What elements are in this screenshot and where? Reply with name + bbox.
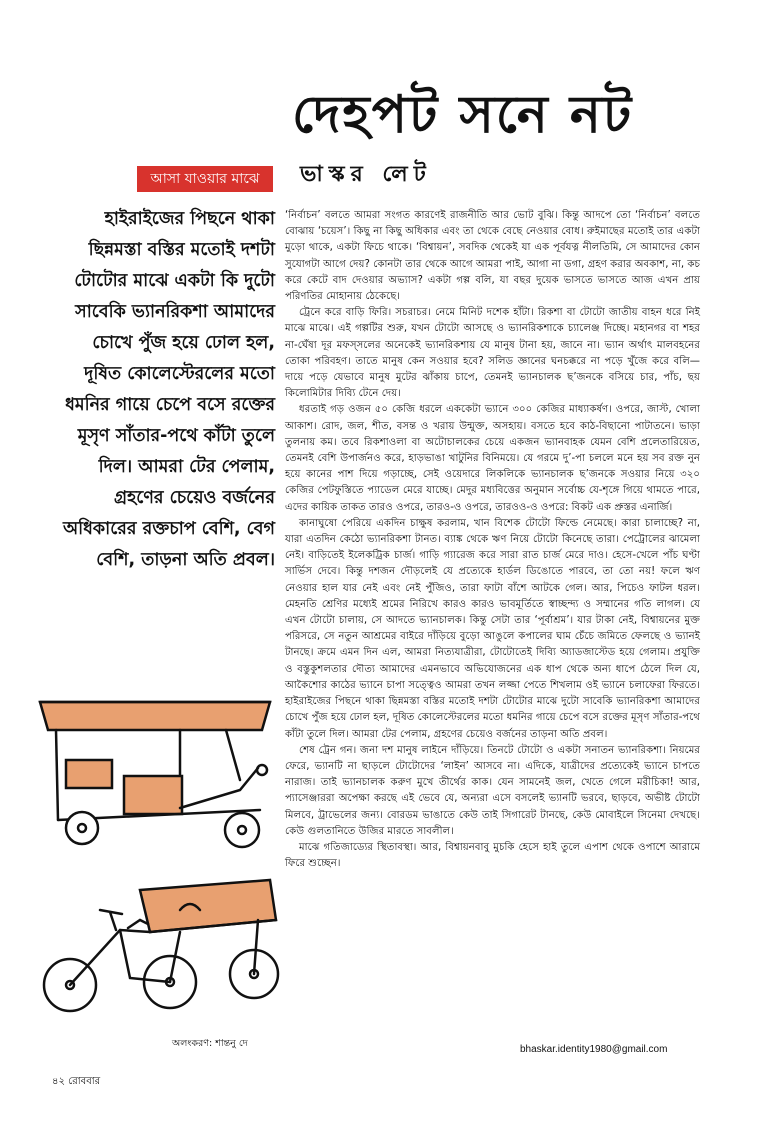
paragraph: ‘নির্বাচন’ বলতে আমরা সংগত কারণেই রাজনীতি আর ভোট বুঝি। কিন্তু আদপে তো ‘নির্বাচন’ বলতে বোঝায় ‘চয়েস’। কিছু না কিছু অধিকার এবং তা থেকে বেছে নেওয়ার বোধ। রুইমাছের মতোই তার একটা মুড়ো থাকে, একটা ফিচে থাকে। ‘বিশ্বায়ন’, সবদিক থেকেই যা এক পূর্বযত্ন নীলতিমি, সে আমাদের কোন সুযোগটা আগে দেয়? কোনটা তার থেকে আগে আমরা পাই, আগা না ডগা, গ্রহণ করার অবকাশ, না, কচ করে কেটে বাদ দেওয়ার অভ্যাস? একটা গল্প বলি, যা বছর দুয়েক ভাসতে ভাসতে আজ এখন প্রায় পরিণতির মোহানায় ঠেকেছে।	[285, 210, 700, 303]
article-body	[285, 208, 700, 872]
illustration-credit: অলংকরণ: শান্তনু দে	[172, 1038, 248, 1049]
toto-illustration	[30, 690, 280, 860]
author-email: bhaskar.identity1980@gmail.com	[520, 1044, 668, 1055]
page-title: দেহপট সনে নট	[292, 84, 634, 145]
pull-quote: হাইরাইজের পিছনে থাকা ছিন্নমস্তা বস্তির মতোই দশটা টোটোর মাঝে একটা কি দুটো সাবেকি ভ্যানরিকশা আমাদের চোখে পুঁজ হয়ে ঢোল হল, দূষিত কোলেস্টেরলের মতো ধমনির গায়ে চেপে বসে রক্তের মূসৃণ সাঁতার-পথে কাঁটা তুলে দিল। আমরা টের পেলাম, গ্রহণের চেয়েও বর্জনের অধিকারের রক্তচাপ বেশি, বেগ বেশি, তাড়না অতি প্রবল।	[62, 209, 275, 570]
paragraph: শেষ ট্রেন গন। জনা দশ মানুষ লাইনে দাঁড়িয়ে। তিনটে টোটো ও একটা সনাতন ভ্যানরিকশা। নিয়মের ফেরে, ভ্যানটি না ছাড়লে টোটোদের ‘লাইন’ আসবে না। এদিকে, যাত্রীদের প্রত্যেকেই ভ্যানে চাপতে নারাজ। তাই ভ্যানচালক করুণ মুখে তীর্থের কাক। যেন সামনেই জল, খেতে গেলে মরীচিকা! আর, প্যাসেঞ্জাররা অপেক্ষা করছে এই ভেবে যে, অন্যরা এসে বসলেই ভ্যানটি ভরবে, ছাড়বে, অভীষ্ট টোটো মিলবে, ট্রাভেলের জন্য। বোরডম ভাঙাতে কেউ তাই সিগারেট টানছে, কেউ মোবাইলে সিনেমা দেখছে। কেউ গুলতানিতে উজির মারতে সাবলীল।	[285, 744, 700, 837]
author-byline: ভাস্কর লেট	[300, 162, 432, 187]
paragraph: ধরতাই গড় ওজন ৫০ কেজি ধরলে এককেটা ভ্যানে ৩০০ কেজির মাধ্যাকর্ষণ। ওপরে, জাস্ট, খোলা আকাশ। রোদ, জল, শীত, বসন্ত ও খরায় উন্মুক্ত, অসহায়। বসতে হবে কাঠ-বিছানো পাটাতনে। ভাড়া তুলনায় কম। তবে রিকশাওলা বা অটোচালকের চেয়ে একজন ভ্যানবাহক যেমন বেশি প্রলেতারিয়েত, তেমনই বেশি উপার্জনও করে, হাড়ভাঙা খাটুনির বিনিময়ে। যে গরমে দু’-পা চললে মনে হয় সব রক্ত নুন হয়ে কানের পাশ দিয়ে গড়াচ্ছে, সেই ওয়েদারে লিকলিকে ভ্যানচালক ছ’জনকে সওয়ার নিয়ে ৩২০ কেজির পেটফুস্তিতে প্যাডেল মেরে যাচ্ছে। মেদুর মধ্যবিত্তের অনুমান সর্বোচ্চ যে-শৃঙ্গে গিয়ে থামতে পারে, এদের কায়িক তাকত তারও ওপরে, তারও-ও ওপরে, তারওও-ও ওপরে: বিকট এক প্রুস্তর এনার্জি।	[285, 404, 700, 513]
page-folio: ৪২ রোববার	[52, 1076, 101, 1087]
paragraph: মাঝে গতিজাড্যের স্থিতাবস্থা। আর, বিশ্বায়নবাবু মুচকি হেসে হাই তুলে এপাশ থেকে ওপাশে আরামে ফিরে শুচ্ছেন।	[285, 841, 700, 870]
van-rickshaw-illustration	[30, 870, 280, 1030]
section-badge: আসা যাওয়ার মাঝে	[137, 166, 273, 192]
paragraph: কানাঘুষো পেরিয়ে একদিন চাক্ষুষ করলাম, খান বিশেক টোটো ফিল্ডে নেমেছে। কারা চালাচ্ছে? না, যারা এতদিন কেঠো ভ্যানরিকশা টানত। ব্যাঙ্ক থেকে ঋণ নিয়ে টোটো কিনেছে তারা। পেট্রোলের ঝামেলা নেই। বাড়িতেই ইলেকট্রিক চার্জ। গাড়ি গ্যারেজ করে সারা রাত চার্জ মেরে দাও। হেসে-খেলে পাঁচ ঘণ্টা সার্ভিস দেবে। কিন্তু দশজন দৌড়লেই যে প্রত্যেকে হার্ডল ডিঙোতে পারবে, তা তো নয়! ফলে ঋণ নেওয়ার হাল যার নেই এবং নেই পুঁজিও, তারা ফাটা বাঁশে আটকে গেল। আর, পিচেও ফাটল ধরল। মেহনতি শ্রেণির মধ্যেই শ্রমের নিরিখে কারও কারও ভাবমূর্তিতে স্বাচ্ছন্দ্য ও সম্মানের গতি লাগল। যে এখন টোটো চালায়, সে আদতে ভ্যানচালক। কিন্তু সেটা তার ‘পূর্বাশ্রম’। যার টাকা নেই, বিশ্বায়নের মুক্ত পরিসরে, সে নতুন আশ্রমের বাইরে দাঁড়িয়ে বুড়ো আঙুলে কপালের ঘাম চেঁচে জমিতে ফেলছে ও ভ্যানই টানছে। ক্রমে এমন দিন এল, আমরা নিত্যযাত্রীরা, টোটোতেই দিব্যি অ্যাডজাস্টেড হয়ে গেলাম। প্রযুক্তি ও বস্তুকুশলতার দৌত্য আমাদের এমনভাবে অভিযোজনের এক ধাপ থেকে অন্য ধাপে ঠেলে দিল যে, আকৈশোর কাঠের ভ্যানে চাপা সত্ত্বেও আমরা তখন লজ্জা পেতে শিখলাম ওই ভ্যানে চলাফেরা ফিরতে। হাইরাইজের পিছনে থাকা ছিন্নমস্তা বস্তির মতোই দশটা টোটোর মাঝে দুটো সাবেকি ভ্যানরিকশা আমাদের চোখে পুঁজ হয়ে ঢোল হল, দূষিত কোলেস্টেরলের মতো ধমনির গায়ে চেপে বসে রক্তের মূসৃণ সাঁতার-পথে কাঁটা তুলে দিল। আমরা টের পেলাম, গ্রহণের চেয়েও বর্জনের তাড়না অতি প্রবল।	[285, 517, 700, 740]
paragraph: ট্রেনে করে বাড়ি ফিরি। সচরাচর। নেমে মিনিট দশেক হাঁটা। রিকশা বা টোটো জাতীয় বাহন ধরে নিই মাঝে মাঝে। এই গল্পটির শুরু, যখন টোটো আসছে ও ভ্যানরিকশাকে চ্যালেঞ্জ দিচ্ছে। মহানগর বা শহর না-ঘেঁষা দূর মফস্সলের অনেকেই ভ্যানরিকশায় যে মানুষ টানা হয়, জানে না। ভ্যান অর্থাৎ মালবহনের তোকা পরিবহণ। তাতে মানুষ কেন সওয়ার হবে? সলিড জ্ঞানের ঘনচক্করে না পড়ে খুঁজে করে বলি— দায়ে পড়ে যেভাবে মানুষ মুটের ঝাঁকায় চাপে, তেমনই ভ্যানচালক ছ’জনকে বসিয়ে চার, পাঁচ, ছয় কিলোমিটার দিব্যি টেনে দেয়।	[285, 307, 700, 400]
